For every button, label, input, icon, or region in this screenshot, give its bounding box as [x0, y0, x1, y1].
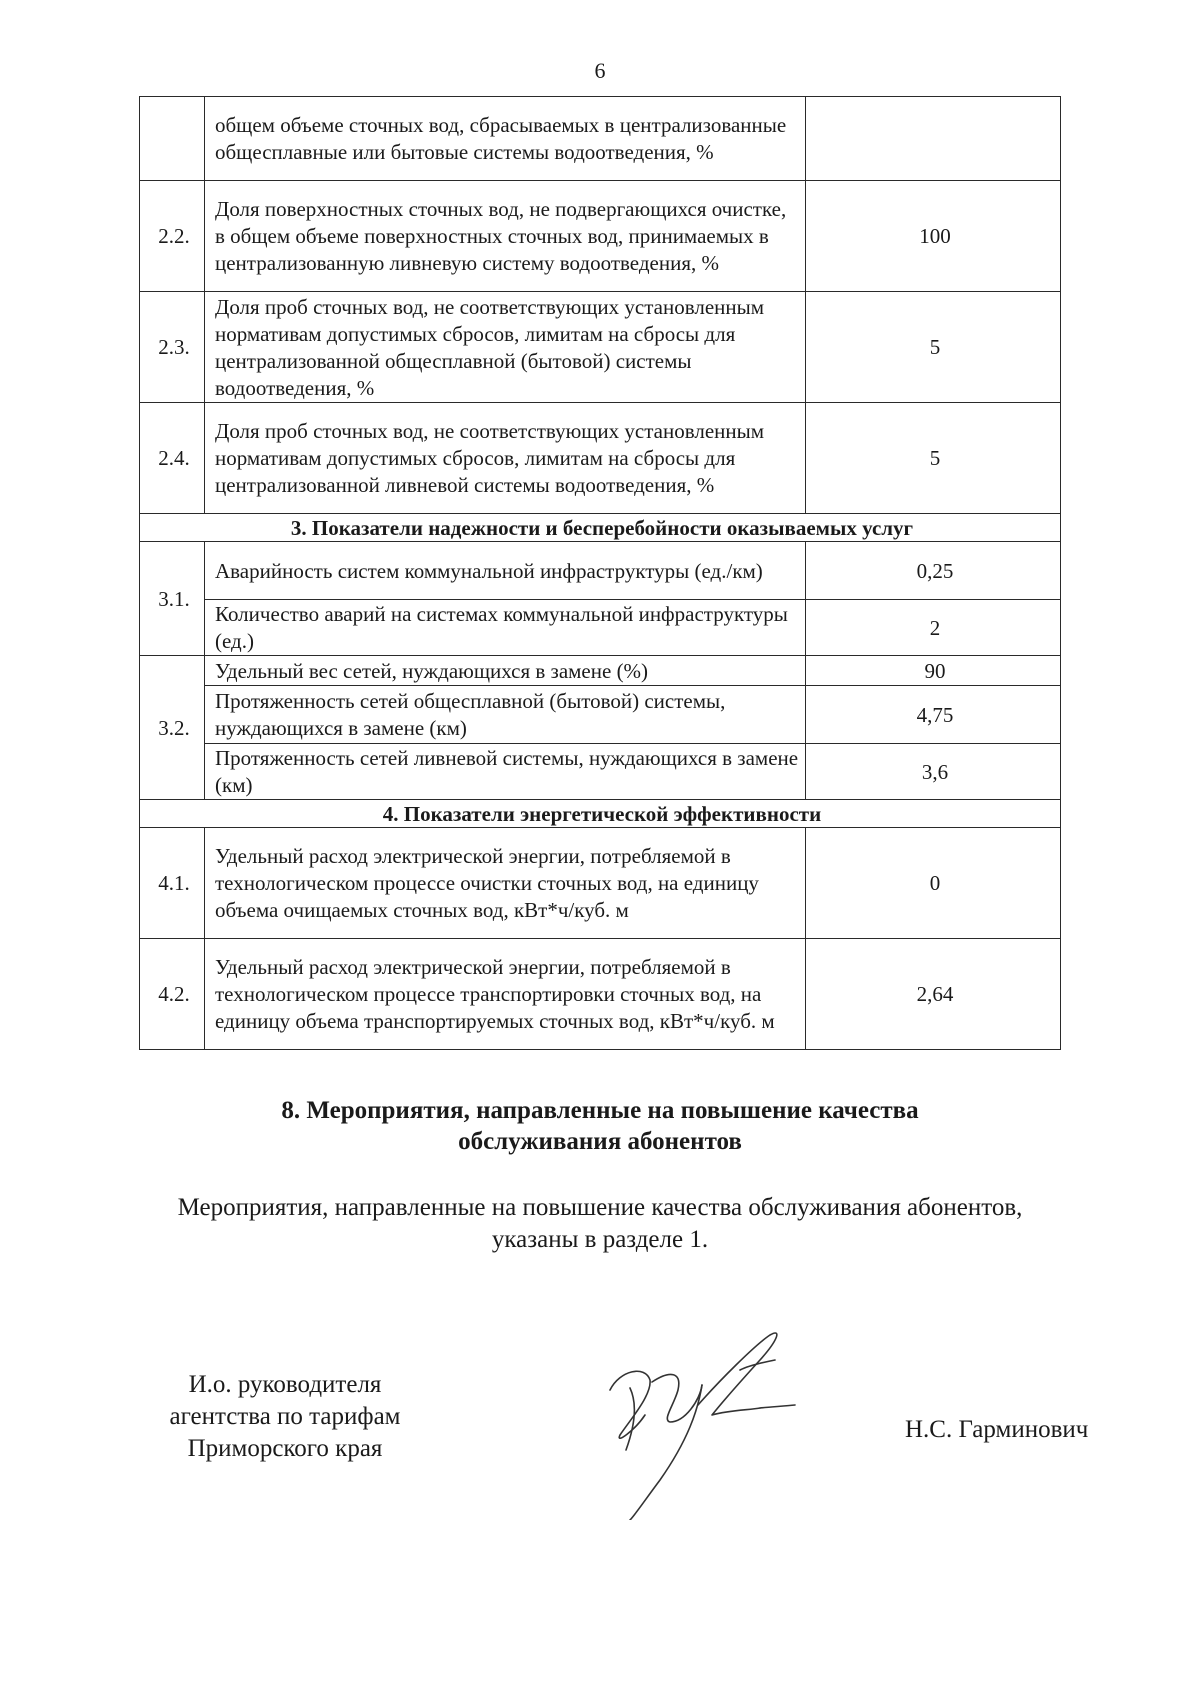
section-header-row [140, 514, 1061, 542]
section-title [0, 1095, 1200, 1157]
indicator-value: 90 [806, 656, 1061, 686]
indicators-table [139, 96, 1061, 1050]
table-row [140, 686, 1061, 744]
handwritten-signature [590, 1310, 840, 1520]
section-body [0, 1192, 1200, 1256]
body-line: указаны в разделе 1. [491, 1226, 709, 1253]
section-header: 3. Показатели надежности и бесперебойности оказываемых услуг [140, 514, 1061, 542]
body-line: Мероприятия, направленные на повышение качества обслуживания абонентов, [177, 1194, 1023, 1221]
row-number: 4.2. [140, 939, 205, 1050]
table-row [140, 744, 1061, 800]
row-number: 3.1. [140, 542, 205, 656]
table-row [140, 542, 1061, 600]
section-title-line: обслуживания абонентов [458, 1128, 742, 1155]
indicator-name: общем объеме сточных вод, сбрасываемых в централизованные общесплавные или бытовые системы водоотведения, % [205, 97, 806, 181]
table-row [140, 939, 1061, 1050]
indicator-name: Доля проб сточных вод, не соответствующих установленным нормативам допустимых сбросов, лимитам на сбросы для централизованной ливневой системы водоотведения, % [205, 403, 806, 514]
table-row [140, 181, 1061, 292]
row-number: 2.2. [140, 181, 205, 292]
indicator-name: Доля поверхностных сточных вод, не подвергающихся очистке, в общем объеме поверхностных сточных вод, принимаемых в централизованную ливневую систему водоотведения, % [205, 181, 806, 292]
indicator-value: 4,75 [806, 686, 1061, 744]
table-row [140, 403, 1061, 514]
indicator-value: 2,64 [806, 939, 1061, 1050]
signer-position-line: Приморского края [187, 1435, 383, 1462]
indicator-value: 5 [806, 403, 1061, 514]
indicator-value: 0,25 [806, 542, 1061, 600]
indicator-value: 0 [806, 828, 1061, 939]
indicator-name: Количество аварий на системах коммунальной инфраструктуры (ед.) [205, 600, 806, 656]
indicator-name: Удельный расход электрической энергии, потребляемой в технологическом процессе транспортировки сточных вод, на единицу объема транспортируемых сточных вод, кВт*ч/куб. м [205, 939, 806, 1050]
section-header-row [140, 800, 1061, 828]
signer-name: Н.С. Гарминович [905, 1416, 1089, 1443]
table-row [140, 600, 1061, 656]
indicator-value: 3,6 [806, 744, 1061, 800]
section-header: 4. Показатели энергетической эффективности [140, 800, 1061, 828]
row-number: 3.2. [140, 656, 205, 800]
indicator-name: Протяженность сетей общесплавной (бытовой) системы, нуждающихся в замене (км) [205, 686, 806, 744]
row-number: 2.4. [140, 403, 205, 514]
indicator-value: 2 [806, 600, 1061, 656]
indicator-value: 100 [806, 181, 1061, 292]
signer-position-line: И.о. руководителя [188, 1371, 382, 1398]
row-number: 2.3. [140, 292, 205, 403]
table-row [140, 292, 1061, 403]
indicator-value [806, 97, 1061, 181]
indicator-name: Доля проб сточных вод, не соответствующих установленным нормативам допустимых сбросов, лимитам на сбросы для централизованной общесплавной (бытовой) системы водоотведения, % [205, 292, 806, 403]
indicator-name: Удельный вес сетей, нуждающихся в замене (%) [205, 656, 806, 686]
signer-position-line: агентства по тарифам [169, 1403, 401, 1430]
table-row [140, 656, 1061, 686]
indicator-name: Удельный расход электрической энергии, потребляемой в технологическом процессе очистки сточных вод, на единицу объема очищаемых сточных вод, кВт*ч/куб. м [205, 828, 806, 939]
section-title-line: 8. Мероприятия, направленные на повышение качества [281, 1097, 919, 1124]
row-number: 4.1. [140, 828, 205, 939]
indicator-name: Протяженность сетей ливневой системы, нуждающихся в замене (км) [205, 744, 806, 800]
row-number [140, 97, 205, 181]
signer-position [150, 1369, 420, 1465]
indicator-name: Аварийность систем коммунальной инфраструктуры (ед./км) [205, 542, 806, 600]
indicator-value: 5 [806, 292, 1061, 403]
table-row [140, 97, 1061, 181]
page-number: 6 [594, 58, 606, 83]
table-row [140, 828, 1061, 939]
